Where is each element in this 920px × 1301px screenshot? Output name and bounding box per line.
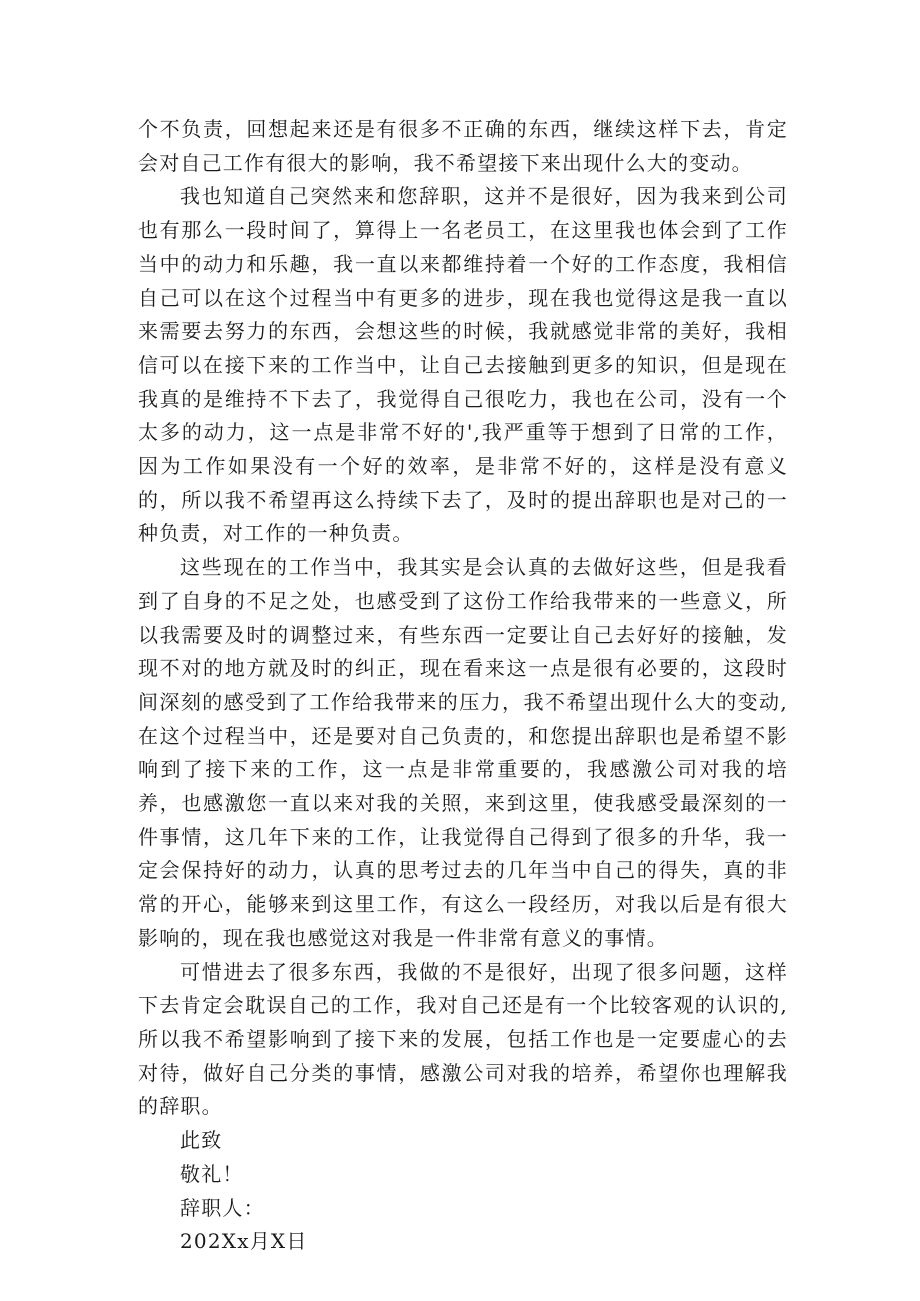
- paragraph-3: 这些现在的工作当中，我其实是会认真的去做好这些，但是我看到了自身的不足之处，也感受到了这份工作给我带来的一些意义，所以我需要及时的调整过来，有些东西一定要让自己去好好的接触，发现不对的地方就及时的纠正，现在看来这一点是很有必要的，这段时间深刻的感受到了工作给我带来的压力，我不希望出现什么大的变动,在这个过程当中，还是要对自己负责的，和您提出辞职也是希望不影响到了接下来的工作，这一点是非常重要的，我感激公司对我的培养，也感激您一直以来对我的关照，来到这里，使我感受最深刻的一件事情，这几年下来的工作，让我觉得自己得到了很多的升华，我一定会保持好的动力，认真的思考过去的几年当中自己的得失，真的非常的开心，能够来到这里工作，有这么一段经历，对我以后是有很大影响的，现在我也感觉这对我是一件非常有意义的事情。: [138, 555, 788, 950]
- letter-body: [138, 113, 788, 1259]
- paragraph-4: 可惜进去了很多东西，我做的不是很好，出现了很多问题，这样下去肯定会耽误自己的工作，我对自己还是有一个比较客观的认识的,所以我不希望影响到了接下来的发展，包括工作也是一定要虚心的去对待，做好自己分类的事情，感激公司对我的培养，希望你也理解我的辞职。: [138, 959, 788, 1119]
- signer-label: 辞职人：: [180, 1195, 265, 1220]
- closing-respect: 敬礼！: [180, 1161, 244, 1186]
- paragraph-2: 我也知道自己突然来和您辞职，这并不是很好，因为我来到公司也有那么一段时间了，算得上一名老员工，在这里我也体会到了工作当中的动力和乐趣，我一直以来都维持着一个好的工作态度，我相信自己可以在这个过程当中有更多的进步，现在我也觉得这是我一直以来需要去努力的东西，会想这些的时候，我就感觉非常的美好，我相信可以在接下来的工作当中，让自己去接触到更多的知识，但是现在我真的是维持不下去了，我觉得自己很吃力，我也在公司，没有一个太多的动力，这一点是非常不好的',我严重等于想到了日常的工作，因为工作如果没有一个好的效率，是非常不好的，这样是没有意义的，所以我不希望再这么持续下去了，及时的提出辞职也是对己的一种负责，对工作的一种负责。: [138, 184, 788, 546]
- closing-salutation: 此致: [180, 1128, 223, 1153]
- letter-date: 202Xx月X日: [180, 1229, 308, 1254]
- paragraph-1: 个不负责，回想起来还是有很多不正确的东西，继续这样下去，肯定会对自己工作有很大的影响，我不希望接下来出现什么大的变动。: [138, 117, 788, 175]
